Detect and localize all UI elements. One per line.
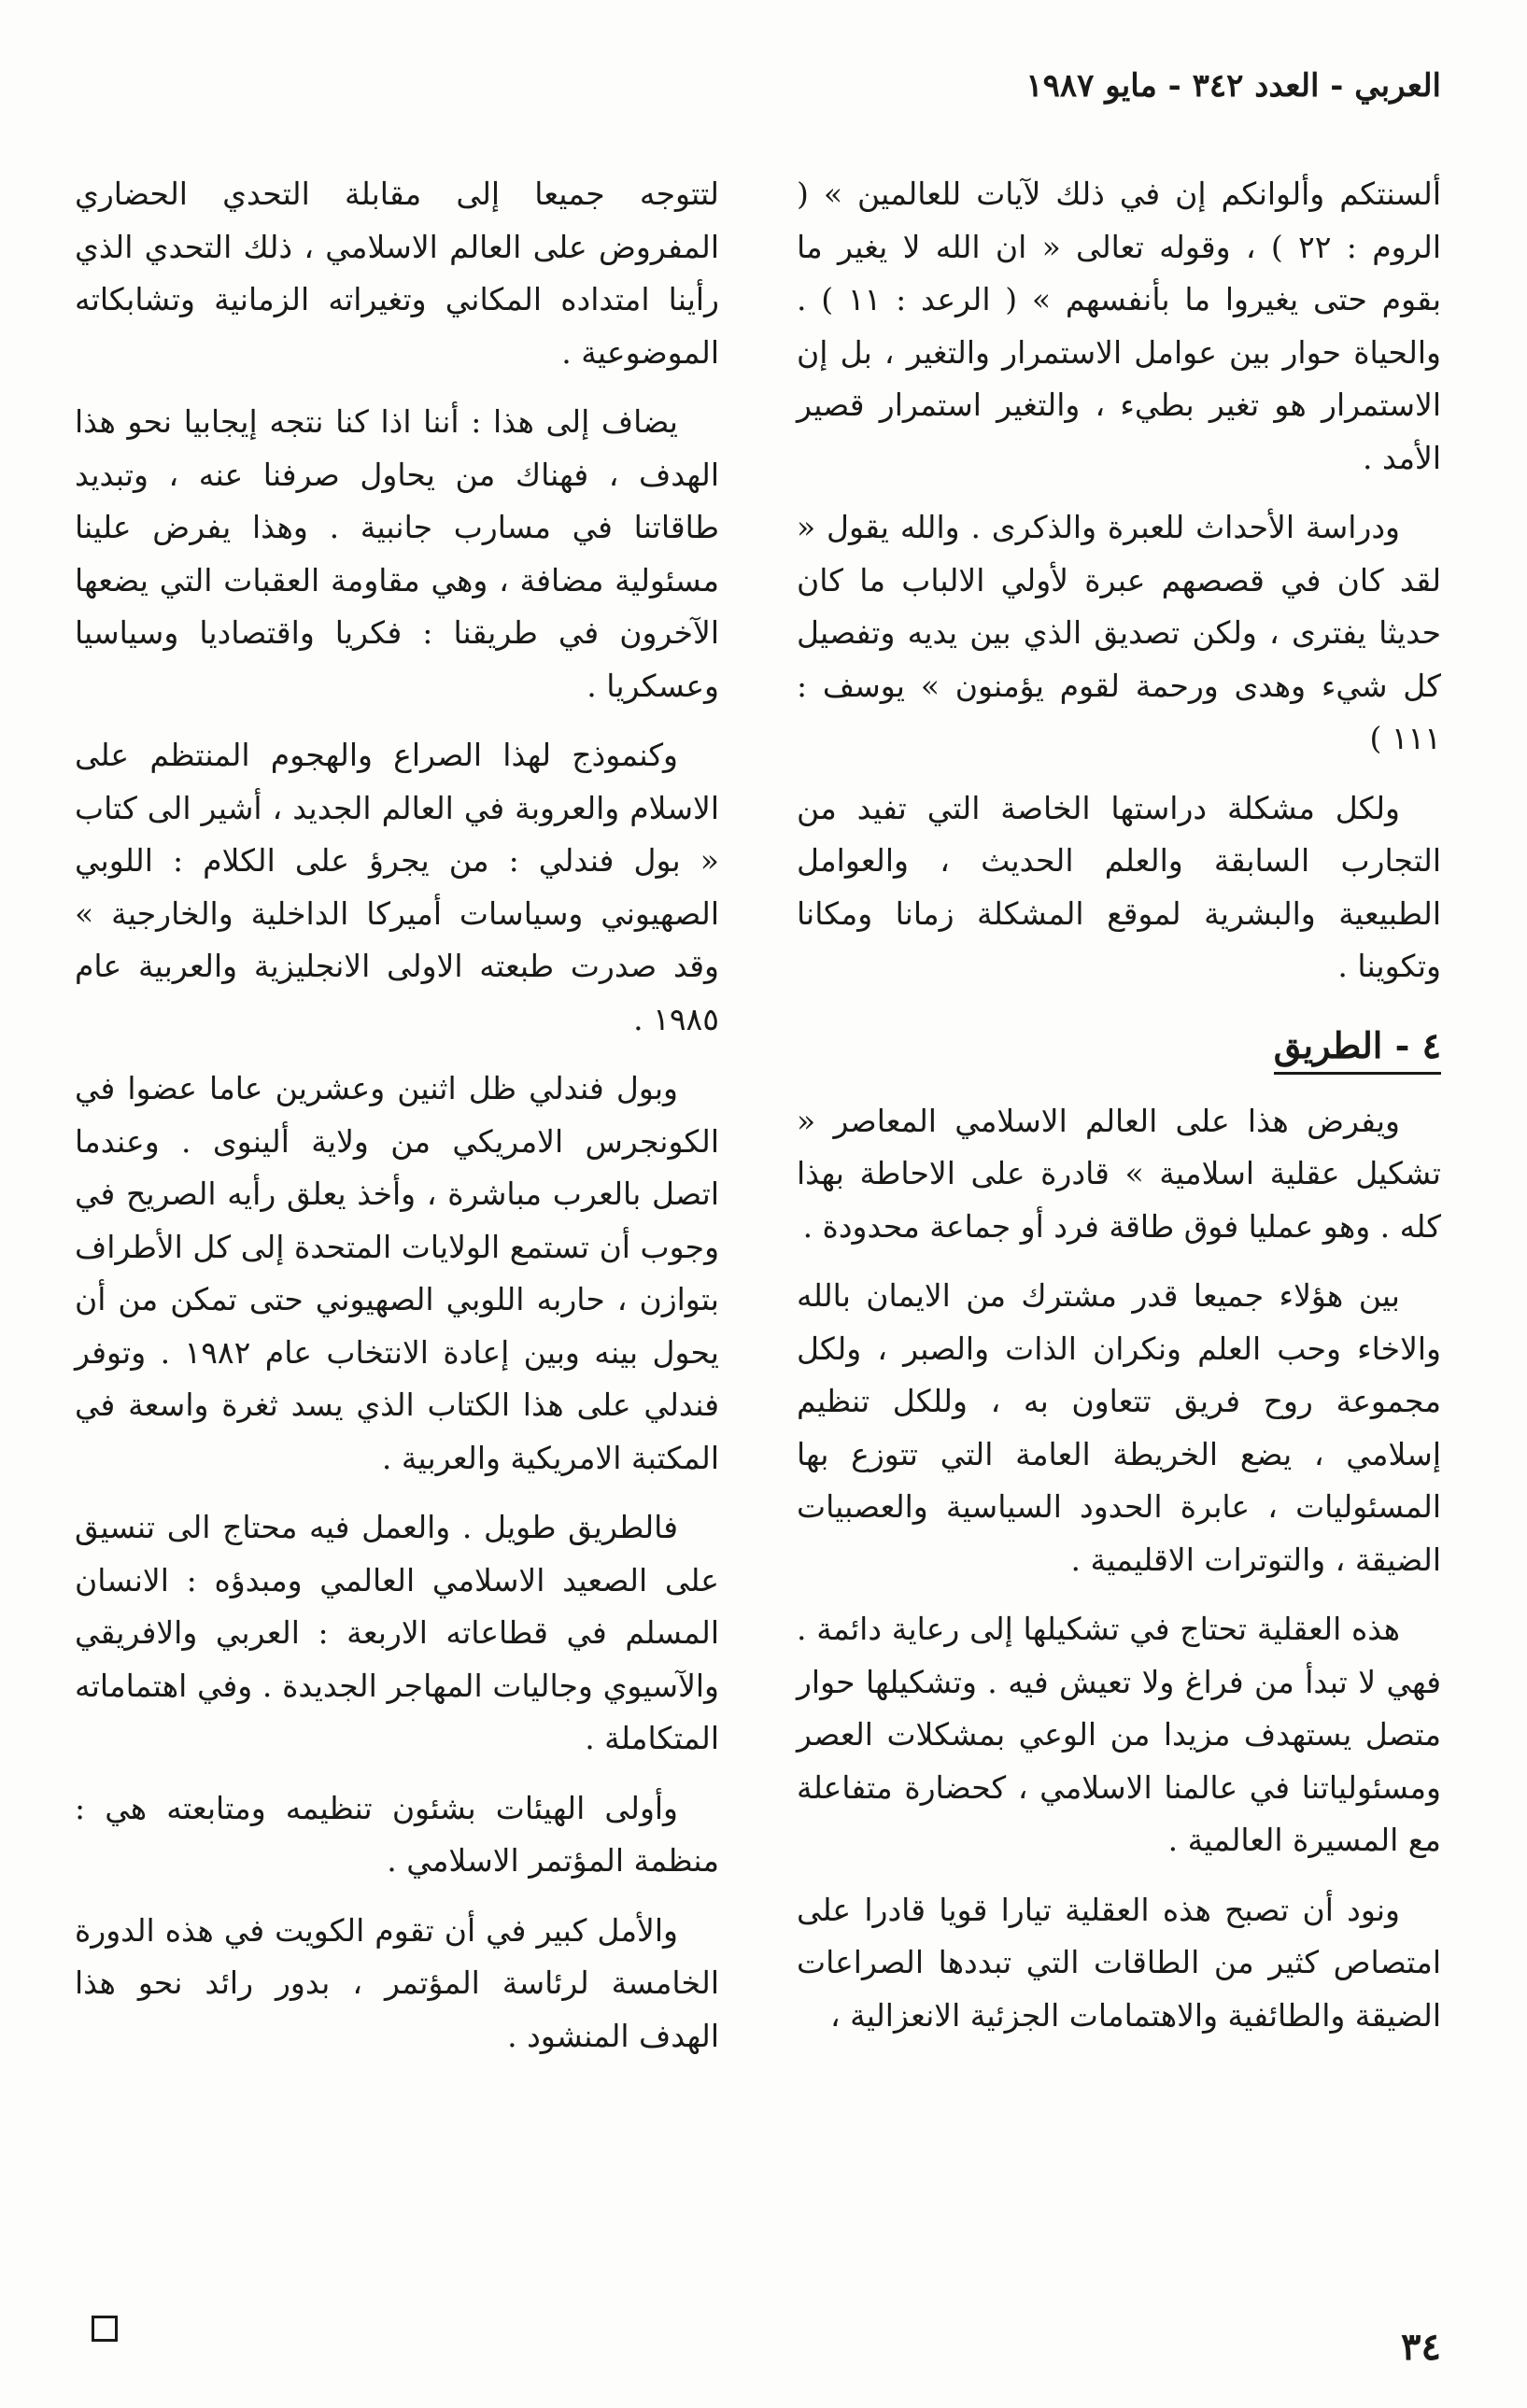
paragraph: ألسنتكم وألوانكم إن في ذلك لآيات للعالمين » ( الروم : ٢٢ ) ، وقوله تعالى « ان الله لا يغير ما بقوم حتى يغيروا ما بأنفسهم » ( الرعد : ١١ ) . والحياة حوار بين عوامل الاستمرار والتغير ، بل إن الاستمرار هو تغير بطيء ، والتغير استمرار قصير الأمد . <box>797 176 1442 476</box>
paragraph: وأولى الهيئات بشئون تنظيمه ومتابعته هي : منظمة المؤتمر الاسلامي . <box>75 1789 719 1879</box>
paragraph: هذه العقلية تحتاج في تشكيلها إلى رعاية دائمة . فهي لا تبدأ من فراغ ولا تعيش فيه . وتشكيلها حوار متصل يستهدف مزيدا من الوعي بمشكلات العصر ومسئولياتنا في عالمنا الاسلامي ، كحضارة متفاعلة مع المسيرة العالمية . <box>797 1611 1441 1858</box>
paragraph: لتتوجه جميعا إلى مقابلة التحدي الحضاري المفروض على العالم الاسلامي ، ذلك التحدي الذي رأينا امتداده المكاني وتغيراته الزمانية وتشابكاته الموضوعية . <box>75 176 719 371</box>
paragraph: ودراسة الأحداث للعبرة والذكرى . والله يقول « لقد كان في قصصهم عبرة لأولي الالباب ما كان حديثا يفترى ، ولكن تصديق الذي بين يديه وتفصيل كل شيء وهدى ورحمة لقوم يؤمنون » يوسف : ١١١ ) <box>797 509 1441 756</box>
paragraph: فالطريق طويل . والعمل فيه محتاج الى تنسيق على الصعيد الاسلامي العالمي ومبدؤه : الانسان المسلم في قطاعاته الاربعة : العربي والافريقي والآسيوي وجاليات المهاجر الجديدة . وفي اهتماماته المتكاملة . <box>75 1509 719 1756</box>
section-heading-wrap <box>797 1010 1441 1095</box>
paragraph: يضاف إلى هذا : أننا اذا كنا نتجه إيجابيا نحو هذا الهدف ، فهناك من يحاول صرفنا عنه ، وتبديد طاقاتنا في مسارب جانبية . وهذا يفرض علينا مسئولية مضافة ، وهي مقاومة العقبات التي يضعها الآخرون في طريقنا : فكريا واقتصاديا وسياسيا وعسكريا . <box>75 403 719 704</box>
end-of-article-square-icon <box>92 2316 118 2342</box>
left-column <box>75 168 719 2079</box>
paragraph: ونود أن تصبح هذه العقلية تيارا قويا قادرا على امتصاص كثير من الطاقات التي تبددها الصراعات الضيقة والطائفية والاهتمامات الجزئية الانعزالية ، <box>797 1891 1441 2034</box>
paragraph: وكنموذج لهذا الصراع والهجوم المنتظم على الاسلام والعروبة في العالم الجديد ، أشير الى كتاب « بول فندلي : من يجرؤ على الكلام : اللوبي الصهيوني وسياسات أميركا الداخلية والخارجية » وقد صدرت طبعته الاولى الانجليزية والعربية عام ١٩٨٥ . <box>75 737 719 1037</box>
paragraph: وبول فندلي ظل اثنين وعشرين عاما عضوا في الكونجرس الامريكي من ولاية ألينوى . وعندما اتصل بالعرب مباشرة ، وأخذ يعلق رأيه الصريح في وجوب أن تستمع الولايات المتحدة إلى كل الأطراف بتوازن ، حاربه اللوبي الصهيوني حتى تمكن من أن يحول بينه وبين إعادة الانتخاب عام ١٩٨٢ . وتوفر فندلي على هذا الكتاب الذي يسد ثغرة واسعة في المكتبة الامريكية والعربية . <box>75 1070 719 1476</box>
page-number: ٣٤ <box>1401 2325 1441 2369</box>
running-header: العربي - العدد ٣٤٢ - مايو ١٩٨٧ <box>1025 67 1441 105</box>
section-heading: ٤ - الطريق <box>1274 1023 1441 1075</box>
right-column <box>797 168 1441 2059</box>
paragraph: ويفرض هذا على العالم الاسلامي المعاصر « تشكيل عقلية اسلامية » قادرة على الاحاطة بهذا كله . وهو عمليا فوق طاقة فرد أو جماعة محدودة . <box>797 1102 1441 1245</box>
paragraph: بين هؤلاء جميعا قدر مشترك من الايمان بالله والاخاء وحب العلم ونكران الذات والصبر ، ولكل مجموعة روح فريق تتعاون به ، وللكل تنظيم إسلامي ، يضع الخريطة العامة التي تتوزع بها المسئوليات ، عابرة الحدود السياسية والعصبيات الضيقة ، والتوترات الاقليمية . <box>797 1277 1441 1578</box>
paragraph: ولكل مشكلة دراستها الخاصة التي تفيد من التجارب السابقة والعلم الحديث ، والعوامل الطبيعية والبشرية لموقع المشكلة زمانا ومكانا وتكوينا . <box>797 789 1441 984</box>
paragraph: والأمل كبير في أن تقوم الكويت في هذه الدورة الخامسة لرئاسة المؤتمر ، بدور رائد نحو هذا الهدف المنشود . <box>75 1911 719 2054</box>
